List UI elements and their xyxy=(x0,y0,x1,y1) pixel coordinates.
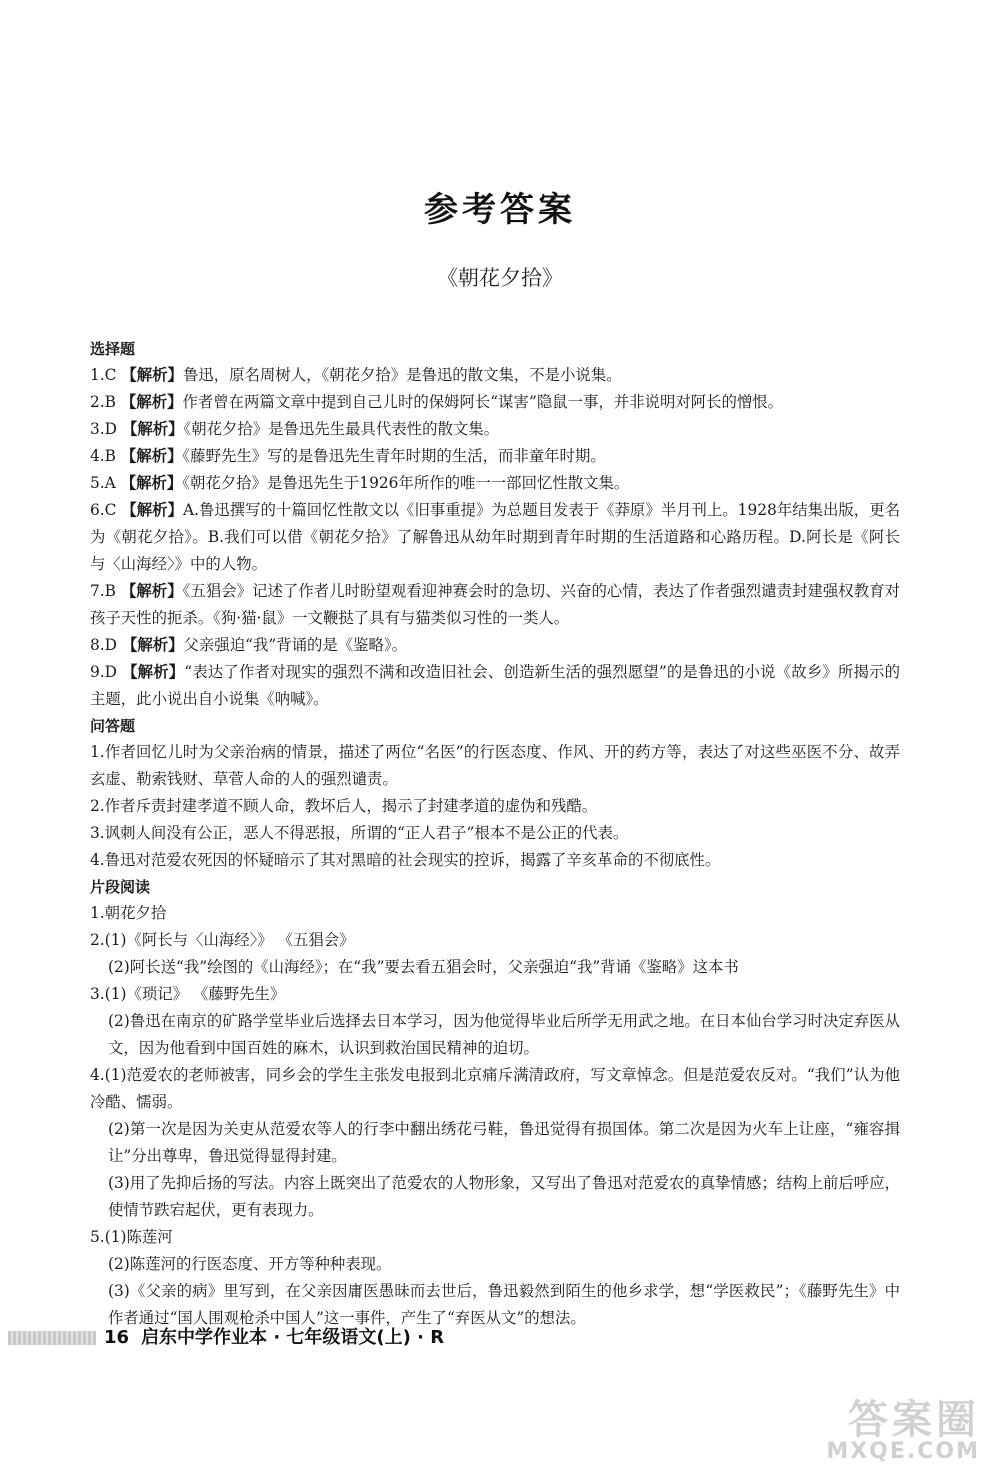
footer-text xyxy=(104,1323,444,1353)
qa-answer-item: 4.鲁迅对范爱农死因的怀疑暗示了其对黑暗的社会现实的控诉，揭露了辛亥革命的不彻底性。 xyxy=(90,851,721,869)
analysis-tag: 【解析】 xyxy=(120,582,183,600)
answer-number: 6.C xyxy=(90,501,117,519)
watermark-line-2: MXQE.COM xyxy=(826,1439,980,1464)
qa-answer-item: 2.作者斥责封建孝道不顾人命，教坏后人，揭示了封建孝道的虚伪和残酷。 xyxy=(90,797,598,815)
choice-answer-item xyxy=(90,443,900,470)
reading-answer-item: (3)《父亲的病》里写到，在父亲因庸医愚昧而去世后，鲁迅毅然到陌生的他乡求学，想“学医救民”；《藤野先生》中作者通过“国人围观枪杀中国人”这一事件，产生了“弃医从文”的想法。 xyxy=(108,1282,900,1327)
reading-answer-item: 1.朝花夕拾 xyxy=(90,904,167,922)
choice-answer-item xyxy=(90,362,900,389)
choice-section-heading: 选择题 xyxy=(90,340,136,358)
qa-answer-item: 3.讽刺人间没有公正，恶人不得恶报，所谓的“正人君子”根本不是公正的代表。 xyxy=(90,824,629,842)
book-title: 启东中学作业本 · 七年级语文(上) · R xyxy=(141,1327,445,1348)
reading-answer-item: (2)阿长送“我”绘图的《山海经》；在“我”要去看五猖会时，父亲强迫“我”背诵《鉴略》这本书 xyxy=(108,958,739,976)
reading-answer-item: (2)鲁迅在南京的矿路学堂毕业后选择去日本学习，因为他觉得毕业后所学无用武之地。在日本仙台学习时决定弃医从文，因为他看到中国百姓的麻木，认识到救治国民精神的迫切。 xyxy=(108,1012,900,1057)
choice-answer-item xyxy=(90,659,900,713)
analysis-tag: 【解析】 xyxy=(121,366,183,384)
page-number: 16 xyxy=(104,1327,130,1348)
answer-content xyxy=(90,336,900,1332)
analysis-text: 父亲强迫“我”背诵的是《鉴略》。 xyxy=(183,636,408,654)
site-watermark xyxy=(826,1397,980,1464)
choice-answer-item xyxy=(90,470,900,497)
qa-answer-item: 1.作者回忆儿时为父亲治病的情景，描述了两位“名医”的行医态度、作风、开的药方等，表达了对这些巫医不分、故弄玄虚、勒索钱财、草菅人命的人的强烈谴责。 xyxy=(90,743,900,788)
reading-answer-item: 4.(1)范爱农的老师被害，同乡会的学生主张发电报到北京痛斥满清政府，写文章悼念。但是范爱农反对。“我们”认为他冷酷、懦弱。 xyxy=(90,1066,900,1111)
reading-answer-item: 3.(1)《琐记》 《藤野先生》 xyxy=(90,985,286,1003)
analysis-text: 鲁迅，原名周树人，《朝花夕拾》是鲁迅的散文集，不是小说集。 xyxy=(182,366,622,384)
answer-number: 4.B xyxy=(90,447,116,465)
choice-answer-item xyxy=(90,389,900,416)
analysis-text: 《朝花夕拾》是鲁迅先生最具代表性的散文集。 xyxy=(183,420,500,438)
analysis-tag: 【解析】 xyxy=(120,447,183,465)
analysis-text: “表达了作者对现实的强烈不满和改造旧社会、创造新生活的强烈愿望”的是鲁迅的小说《故乡》所揭示的主题，此小说出自小说集《呐喊》。 xyxy=(90,663,900,708)
choice-answer-list xyxy=(90,362,900,713)
footer-decoration-bar xyxy=(8,1331,96,1345)
analysis-tag: 【解析】 xyxy=(121,501,183,519)
analysis-text: 《五猖会》记述了作者儿时盼望观看迎神赛会时的急切、兴奋的心情，表达了作者强烈谴责封建强权教育对孩子天性的扼杀。《狗·猫·鼠》一文鞭挞了具有与猫类似习性的一类人。 xyxy=(90,582,900,627)
analysis-tag: 【解析】 xyxy=(121,636,184,654)
answer-number: 5.A xyxy=(90,474,116,492)
analysis-text: 《藤野先生》写的是鲁迅先生青年时期的生活，而非童年时期。 xyxy=(182,447,606,465)
analysis-tag: 【解析】 xyxy=(120,393,183,411)
analysis-text: A.鲁迅撰写的十篇回忆性散文以《旧事重提》为总题目发表于《莽原》半月刊上。1928年结集出版，更名为《朝花夕拾》。B.我们可以借《朝花夕拾》了解鲁迅从幼年时期到青年时期的生活道路和心路历程。D.阿长是《阿长与〈山海经〉》中的人物。 xyxy=(90,501,900,573)
choice-answer-item xyxy=(90,632,900,659)
reading-answer-item: (2)第一次是因为关吏从范爱农等人的行李中翻出绣花弓鞋，鲁迅觉得有损国体。第二次是因为火车上让座，“雍容揖让”分出尊卑，鲁迅觉得显得封建。 xyxy=(108,1120,900,1165)
page-title: 参考答案 xyxy=(424,190,576,230)
analysis-text: 《朝花夕拾》是鲁迅先生于1926年所作的唯一一部回忆性散文集。 xyxy=(182,474,630,492)
reading-answer-item: (2)陈莲河的行医态度、开方等种种表现。 xyxy=(108,1255,392,1273)
answer-number: 8.D xyxy=(90,636,118,654)
reading-answer-item: 5.(1)陈莲河 xyxy=(90,1228,173,1246)
analysis-tag: 【解析】 xyxy=(120,474,183,492)
answer-number: 1.C xyxy=(90,366,117,384)
choice-answer-item xyxy=(90,497,900,578)
section-title: 《朝花夕拾》 xyxy=(437,266,563,290)
analysis-tag: 【解析】 xyxy=(121,420,184,438)
reading-answer-list xyxy=(90,900,900,1332)
choice-answer-item xyxy=(90,416,900,443)
page-footer xyxy=(0,1323,1000,1353)
analysis-text: 作者曾在两篇文章中提到自己儿时的保姆阿长“谋害”隐鼠一事，并非说明对阿长的憎恨。 xyxy=(182,393,784,411)
choice-answer-item xyxy=(90,578,900,632)
qa-section-heading: 问答题 xyxy=(90,717,136,735)
answer-number: 3.D xyxy=(90,420,118,438)
reading-section-heading: 片段阅读 xyxy=(90,878,151,896)
answer-number: 2.B xyxy=(90,393,116,411)
answer-number: 9.D xyxy=(90,663,118,681)
answer-number: 7.B xyxy=(90,582,116,600)
analysis-tag: 【解析】 xyxy=(122,663,185,681)
reading-answer-item: 2.(1)《阿长与〈山海经〉》 《五猖会》 xyxy=(90,931,355,949)
qa-answer-list xyxy=(90,739,900,874)
reading-answer-item: (3)用了先抑后扬的写法。内容上既突出了范爱农的人物形象，又写出了鲁迅对范爱农的真挚情感；结构上前后呼应，使情节跌宕起伏，更有表现力。 xyxy=(108,1174,900,1219)
watermark-line-1: 答案圈 xyxy=(848,1397,980,1443)
